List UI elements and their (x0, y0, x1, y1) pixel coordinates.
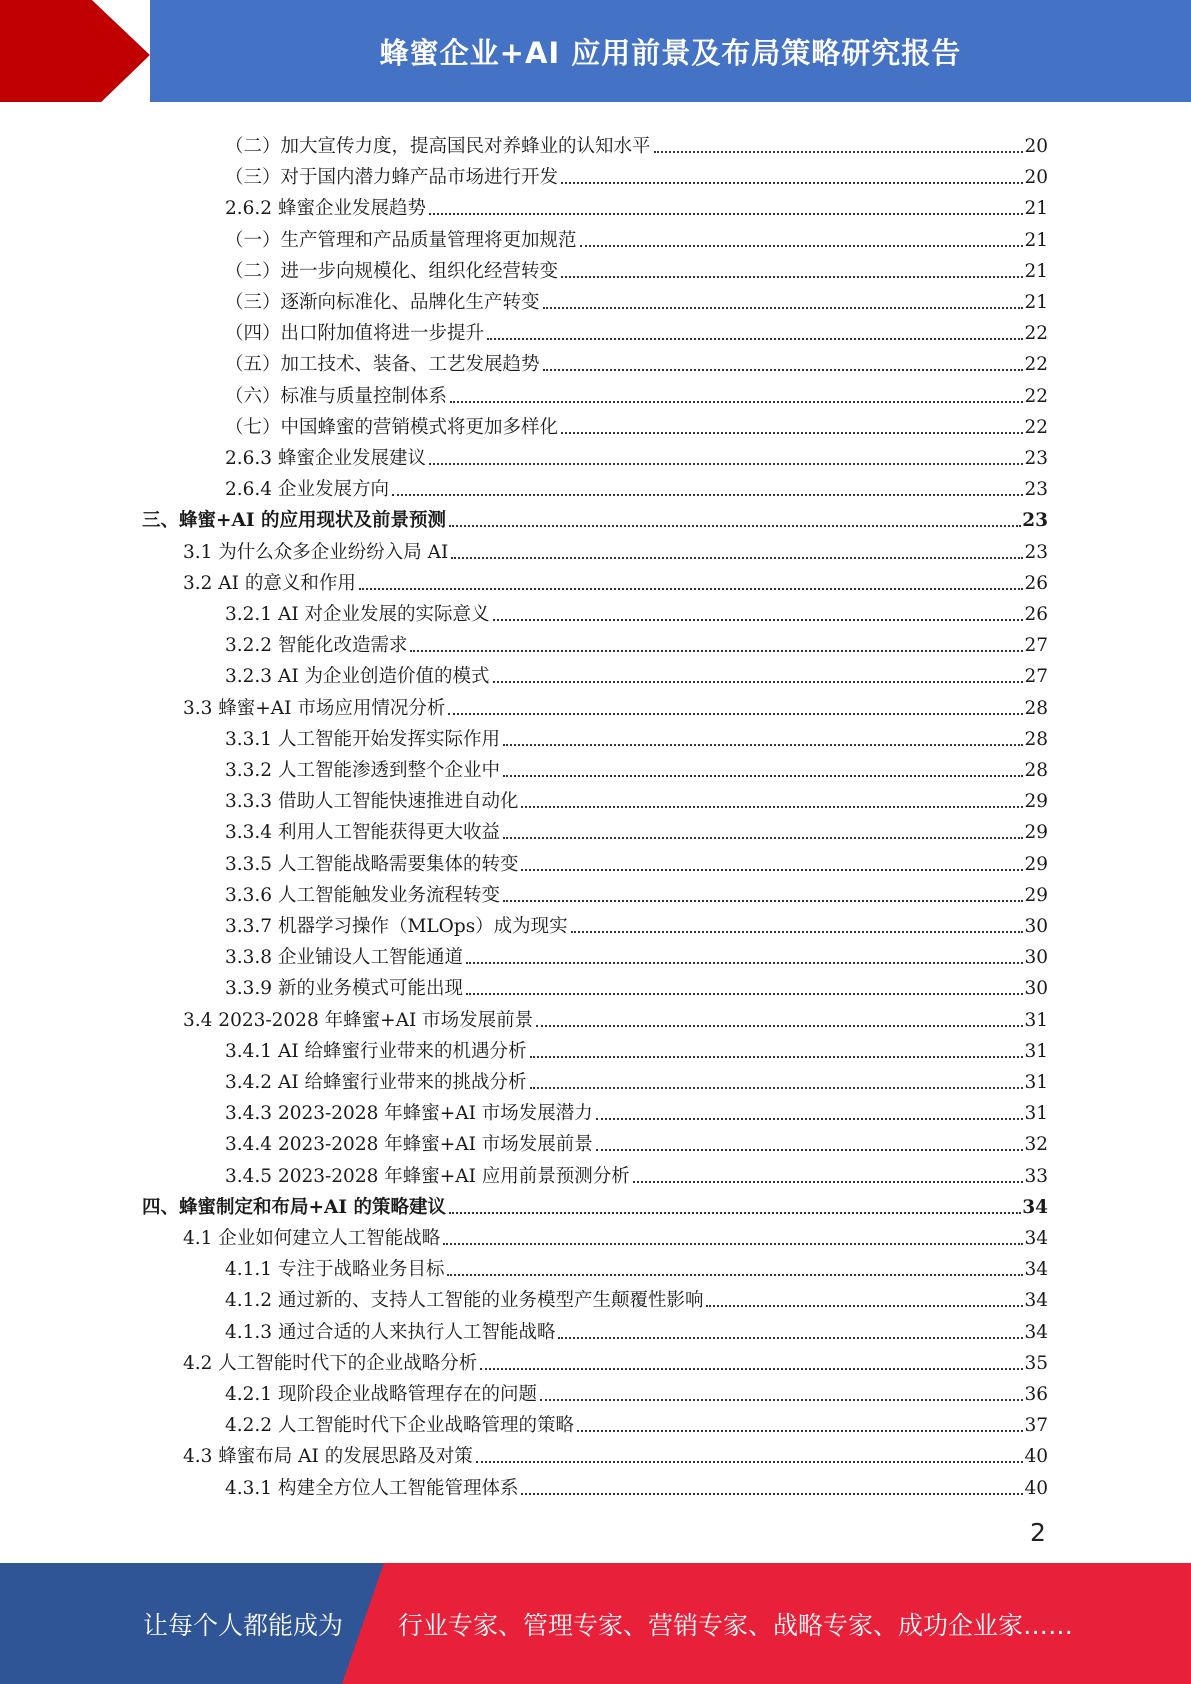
toc-leader-dots (543, 306, 1024, 309)
toc-entry-title: 3.1 为什么众多企业纷纷入局 AI (183, 541, 449, 563)
toc-leader-dots (561, 275, 1023, 278)
toc-entry-page: 20 (1024, 167, 1048, 189)
toc-entry[interactable] (225, 595, 1048, 626)
toc-entry-title: 2.6.2 蜂蜜企业发展趋势 (225, 198, 426, 220)
toc-leader-dots (521, 1492, 1023, 1495)
toc-entry-title: 3.3.6 人工智能触发业务流程转变 (225, 884, 500, 906)
toc-entry-title: （六）标准与质量控制体系 (225, 385, 448, 407)
toc-entry-page: 35 (1024, 1352, 1048, 1374)
toc-leader-dots (530, 1086, 1024, 1089)
page-footer (0, 1563, 1191, 1684)
toc-entry-page: 34 (1024, 1290, 1048, 1312)
document-title: 蜂蜜企业+AI 应用前景及布局策略研究报告 (379, 35, 962, 70)
toc-leader-dots (596, 1117, 1024, 1120)
toc-entry-title: 4.3.1 构建全方位人工智能管理体系 (225, 1477, 519, 1499)
toc-leader-dots (580, 244, 1024, 247)
toc-entry-title: 2.6.3 蜂蜜企业发展建议 (225, 448, 426, 469)
toc-leader-dots (530, 1055, 1024, 1058)
toc-entry[interactable] (225, 252, 1048, 283)
toc-leader-dots (558, 1336, 1023, 1339)
toc-entry-title: 3.3.5 人工智能战略需要集体的转变 (225, 853, 519, 875)
toc-entry[interactable] (183, 1219, 1048, 1250)
toc-entry-title: （二）进一步向规模化、组织化经营转变 (225, 260, 559, 282)
toc-leader-dots (448, 712, 1023, 715)
toc-entry-page: 34 (1024, 1321, 1048, 1343)
toc-entry[interactable] (225, 314, 1048, 345)
toc-leader-dots (466, 961, 1023, 964)
toc-entry-title: 4.2.2 人工智能时代下企业战略管理的策略 (225, 1415, 574, 1437)
toc-entry-title: 3.3.8 企业铺设人工智能通道 (225, 947, 463, 969)
toc-entry-title: （四）出口附加值将进一步提升 (225, 323, 485, 345)
toc-entry-title: 四、蜂蜜制定和布局+AI 的策略建议 (142, 1196, 446, 1218)
toc-leader-dots (410, 649, 1023, 652)
toc-entry-page: 29 (1024, 822, 1048, 844)
toc-leader-dots (493, 680, 1024, 683)
toc-entry[interactable] (225, 657, 1048, 688)
toc-entry-title: （五）加工技术、装备、工艺发展趋势 (225, 354, 540, 376)
toc-entry-title: 3.4.5 2023-2028 年蜂蜜+AI 应用前景预测分析 (225, 1165, 630, 1187)
toc-entry[interactable] (225, 751, 1048, 782)
toc-entry-page: 31 (1024, 1040, 1048, 1062)
toc-entry-page: 29 (1024, 884, 1048, 906)
toc-entry[interactable] (225, 1125, 1048, 1156)
toc-entry[interactable] (225, 969, 1048, 1000)
toc-entry-page: 40 (1024, 1477, 1048, 1499)
toc-entry-title: 3.3.2 人工智能渗透到整个企业中 (225, 760, 500, 781)
toc-entry-page: 33 (1024, 1165, 1048, 1187)
toc-leader-dots (571, 930, 1024, 933)
toc-entry-title: 4.1.1 专注于战略业务目标 (225, 1259, 445, 1281)
toc-entry[interactable] (225, 720, 1048, 751)
toc-entry-title: （二）加大宣传力度，提高国民对养蜂业的认知水平 (225, 136, 651, 157)
toc-entry-page: 27 (1024, 635, 1048, 657)
toc-entry[interactable] (225, 1094, 1048, 1125)
toc-entry[interactable] (183, 1001, 1048, 1032)
toc-entry[interactable] (142, 1188, 1048, 1219)
toc-entry-page: 26 (1024, 604, 1048, 625)
toc-leader-dots (392, 493, 1023, 496)
toc-entry-title: 三、蜂蜜+AI 的应用现状及前景预测 (142, 510, 446, 532)
toc-entry-title: 4.1.2 通过新的、支持人工智能的业务模型产生颠覆性影响 (225, 1290, 704, 1312)
toc-entry-page: 34 (1024, 1228, 1048, 1249)
toc-entry-page: 31 (1024, 1072, 1048, 1093)
toc-entry-page: 23 (1024, 479, 1048, 501)
toc-entry[interactable] (225, 1281, 1048, 1312)
toc-entry-page: 23 (1024, 541, 1048, 563)
toc-entry-page: 34 (1022, 1196, 1048, 1218)
page-number: 2 (1030, 1518, 1046, 1547)
page-header (0, 0, 1191, 111)
toc-entry-title: （三）逐渐向标准化、品牌化生产转变 (225, 292, 540, 313)
toc-entry[interactable] (225, 408, 1048, 439)
toc-entry-page: 30 (1024, 916, 1048, 937)
toc-entry[interactable] (225, 158, 1048, 189)
toc-leader-dots (466, 992, 1023, 995)
toc-leader-dots (561, 431, 1023, 434)
toc-entry[interactable] (225, 377, 1048, 408)
toc-entry-title: 3.4.1 AI 给蜂蜜行业带来的机遇分析 (225, 1040, 527, 1062)
toc-entry-title: 3.3.3 借助人工智能快速推进自动化 (225, 791, 519, 813)
toc-leader-dots (503, 899, 1023, 902)
toc-entry-page: 30 (1024, 947, 1048, 969)
toc-leader-dots (443, 1242, 1023, 1245)
toc-entry-title: 3.4.4 2023-2028 年蜂蜜+AI 市场发展前景 (225, 1134, 593, 1156)
toc-entry-page: 21 (1024, 198, 1048, 220)
toc-entry-title: 2.6.4 企业发展方向 (225, 479, 389, 501)
toc-leader-dots (480, 1367, 1023, 1370)
toc-entry-title: 4.2 人工智能时代下的企业战略分析 (183, 1352, 478, 1374)
toc-entry[interactable] (225, 938, 1048, 969)
toc-entry-page: 22 (1024, 323, 1048, 345)
toc-leader-dots (596, 1148, 1024, 1151)
toc-entry[interactable] (225, 907, 1048, 938)
toc-entry-page: 20 (1024, 136, 1048, 157)
toc-entry-page: 30 (1024, 978, 1048, 1000)
toc-entry-page: 34 (1024, 1259, 1048, 1281)
toc-entry-title: 3.3.7 机器学习操作（MLOps）成为现实 (225, 916, 568, 937)
toc-entry-title: 3.3.9 新的业务模式可能出现 (225, 978, 463, 1000)
toc-entry-page: 29 (1024, 791, 1048, 813)
toc-entry-title: 3.3.4 利用人工智能获得更大收益 (225, 822, 500, 844)
toc-entry-page: 29 (1024, 853, 1048, 875)
toc-entry-page: 28 (1024, 728, 1048, 750)
toc-entry[interactable] (225, 1032, 1048, 1063)
toc-entry-title: 3.3 蜂蜜+AI 市场应用情况分析 (183, 697, 446, 719)
toc-entry-page: 22 (1024, 385, 1048, 407)
toc-entry[interactable] (225, 221, 1048, 252)
toc-leader-dots (503, 743, 1023, 746)
toc-leader-dots (451, 556, 1023, 559)
toc-entry-title: 4.3 蜂蜜布局 AI 的发展思路及对策 (183, 1446, 473, 1468)
toc-entry[interactable] (225, 127, 1048, 158)
toc-entry[interactable] (225, 189, 1048, 220)
toc-entry-page: 22 (1024, 354, 1048, 376)
toc-entry-page: 28 (1024, 697, 1048, 719)
toc-entry-page: 22 (1024, 416, 1048, 438)
toc-entry[interactable] (225, 1375, 1048, 1406)
toc-entry[interactable] (225, 782, 1048, 813)
toc-entry[interactable] (183, 564, 1048, 595)
toc-entry-title: 4.1 企业如何建立人工智能战略 (183, 1228, 441, 1249)
toc-entry[interactable] (183, 1437, 1048, 1468)
toc-entry-page: 31 (1024, 1009, 1048, 1031)
toc-entry-title: 4.2.1 现阶段企业战略管理存在的问题 (225, 1384, 537, 1405)
toc-entry-page: 28 (1024, 760, 1048, 781)
toc-leader-dots (447, 1273, 1023, 1276)
toc-entry[interactable] (225, 470, 1048, 501)
toc-entry-page: 31 (1024, 1103, 1048, 1125)
toc-leader-dots (450, 400, 1023, 403)
toc-entry-title: 4.1.3 通过合适的人来执行人工智能战略 (225, 1321, 556, 1343)
toc-entry-page: 23 (1024, 448, 1048, 469)
toc-entry[interactable] (225, 1469, 1048, 1500)
toc-entry-title: 3.2.2 智能化改造需求 (225, 635, 408, 657)
toc-entry-title: （三）对于国内潜力蜂产品市场进行开发 (225, 167, 559, 189)
toc-entry[interactable] (225, 345, 1048, 376)
toc-leader-dots (654, 150, 1024, 153)
toc-entry[interactable] (225, 1406, 1048, 1437)
toc-entry[interactable] (225, 813, 1048, 844)
toc-entry-page: 21 (1024, 260, 1048, 282)
toc-entry-page: 36 (1024, 1384, 1048, 1405)
toc-leader-dots (521, 805, 1023, 808)
toc-entry-page: 21 (1024, 229, 1048, 251)
toc-entry-page: 23 (1022, 510, 1048, 532)
toc-entry[interactable] (225, 626, 1048, 657)
toc-entry[interactable] (225, 845, 1048, 876)
toc-leader-dots (487, 337, 1023, 340)
toc-entry[interactable] (225, 1250, 1048, 1281)
toc-entry-page: 27 (1024, 666, 1048, 688)
toc-entry[interactable] (225, 1313, 1048, 1344)
toc-leader-dots (493, 618, 1024, 621)
toc-entry-page: 26 (1024, 572, 1048, 594)
toc-leader-dots (706, 1304, 1023, 1307)
toc-entry-title: （七）中国蜂蜜的营销模式将更加多样化 (225, 416, 559, 438)
toc-entry-title: 3.4.2 AI 给蜂蜜行业带来的挑战分析 (225, 1072, 527, 1093)
footer-slogan-left: 让每个人都能成为 (143, 1611, 344, 1640)
toc-leader-dots (536, 1024, 1023, 1027)
toc-entry-page: 40 (1024, 1446, 1048, 1468)
footer-slogan-right: 行业专家、管理专家、营销专家、战略专家、成功企业家…… (398, 1611, 1074, 1640)
toc-leader-dots (449, 524, 1021, 527)
toc-entry-page: 21 (1024, 292, 1048, 313)
toc-entry[interactable] (225, 1063, 1048, 1094)
toc-entry-title: 3.2 AI 的意义和作用 (183, 572, 356, 594)
toc-entry[interactable] (225, 876, 1048, 907)
toc-entry-title: （一）生产管理和产品质量管理将更加规范 (225, 229, 577, 251)
toc-entry-title: 3.4.3 2023-2028 年蜂蜜+AI 市场发展潜力 (225, 1103, 593, 1125)
toc-entry-page: 37 (1024, 1415, 1048, 1437)
toc-entry-title: 3.2.1 AI 对企业发展的实际意义 (225, 604, 490, 625)
toc-entry[interactable] (142, 501, 1048, 532)
toc-entry[interactable] (183, 1344, 1048, 1375)
toc-entry-page: 32 (1024, 1134, 1048, 1156)
toc-leader-dots (476, 1460, 1024, 1463)
toc-leader-dots (633, 1180, 1024, 1183)
toc-leader-dots (359, 587, 1024, 590)
toc-leader-dots (429, 462, 1023, 465)
toc-leader-dots (503, 836, 1023, 839)
toc-leader-dots (503, 774, 1023, 777)
toc-entry-title: 3.3.1 人工智能开始发挥实际作用 (225, 728, 500, 750)
toc-entry-title: 3.4 2023-2028 年蜂蜜+AI 市场发展前景 (183, 1009, 534, 1031)
toc-entry[interactable] (225, 283, 1048, 314)
toc-leader-dots (540, 1398, 1023, 1401)
toc-leader-dots (521, 868, 1023, 871)
toc-entry[interactable] (183, 533, 1048, 564)
toc-entry-title: 3.2.3 AI 为企业创造价值的模式 (225, 666, 490, 688)
toc-leader-dots (449, 1211, 1021, 1214)
toc-leader-dots (561, 181, 1023, 184)
toc-entry[interactable] (183, 689, 1048, 720)
toc-leader-dots (577, 1429, 1023, 1432)
toc-leader-dots (429, 212, 1023, 215)
toc-leader-dots (543, 368, 1024, 371)
toc-entry[interactable] (225, 1157, 1048, 1188)
toc-entry[interactable] (225, 439, 1048, 470)
